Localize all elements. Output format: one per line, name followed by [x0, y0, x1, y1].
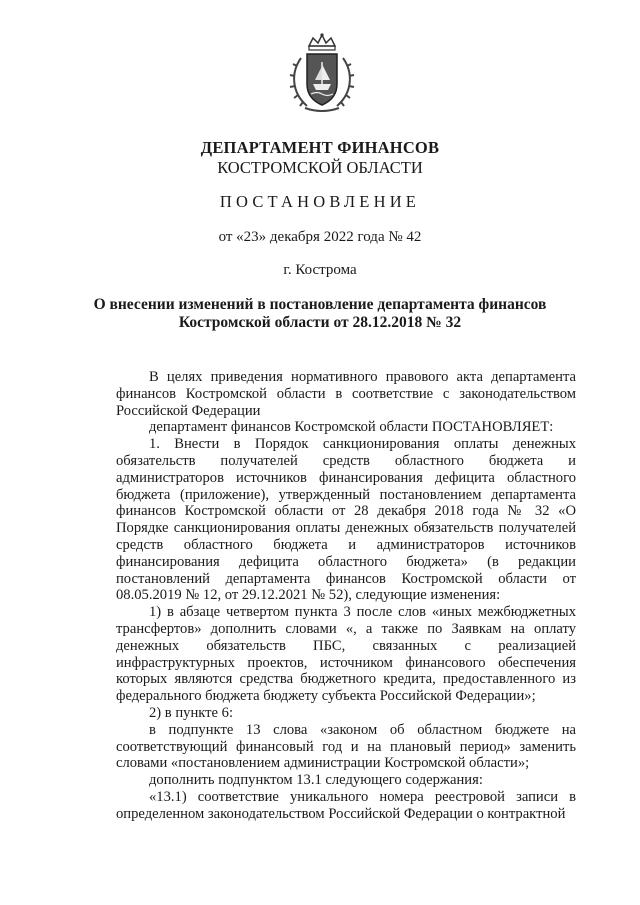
- department-region: КОСТРОМСКОЙ ОБЛАСТИ: [217, 158, 423, 177]
- paragraph: департамент финансов Костромской области ПОСТАНОВЛЯЕТ:: [149, 419, 554, 436]
- document-type: ПОСТАНОВЛЕНИЕ: [219, 192, 421, 211]
- document-city: г. Кострома: [283, 262, 357, 278]
- paragraph: В целях приведения нормативного правового акта департамента финансов Костромской области в соответствие с законодательством Российской Федерации: [116, 369, 576, 419]
- title-line: О внесении изменений в постановление департамента финансов: [93, 296, 547, 313]
- document-body: [116, 369, 576, 823]
- paragraph: дополнить подпунктом 13.1 следующего содержания:: [149, 772, 483, 789]
- paragraph: 1. Внести в Порядок санкционирования оплаты денежных обязательств получателей средств областного бюджета и администраторов источников финансирования дефицита областного бюджета (приложение), утвержденный постановлением департамента финансов Костромской области от 28 декабря 2018 года № 32 «О Порядке санкционирования оплаты денежных обязательств получателей средств областного бюджета и администраторов источников финансирования дефицита областного бюджета» (в редакции постановлений департамента финансов Костромской области от 08.05.2019 № 12, от 29.12.2021 № 52), следующие изменения:: [116, 436, 576, 604]
- paragraph: «13.1) соответствие уникального номера реестровой записи в определенном законодательством Российской Федерации о контрактной: [116, 788, 576, 822]
- title-line: Костромской области от 28.12.2018 № 32: [178, 314, 462, 331]
- paragraph: 2) в пункте 6:: [149, 704, 234, 721]
- paragraph: 1) в абзаце четвертом пункта 3 после слов «иных межбюджетных трансфертов» дополнить словами «, а также по Заявкам на оплату денежных обязательств ПБС, связанных с реализацией инфраструктурных проектов, источником финансового обеспечения которых являются средства бюджетного кредита, предоставленного из федерального бюджета бюджету субъекта Российской Федерации»;: [116, 604, 576, 705]
- document-title: [0, 296, 640, 332]
- document-date: от «23» декабря 2022 года № 42: [218, 229, 422, 245]
- coat-of-arms-icon: [287, 32, 357, 116]
- department-name: ДЕПАРТАМЕНТ ФИНАНСОВ: [200, 138, 440, 157]
- paragraph: в подпункте 13 слова «законом об областном бюджете на соответствующий финансовый год и на плановый период» заменить словами «постановлением администрации Костромской области»;: [116, 721, 576, 772]
